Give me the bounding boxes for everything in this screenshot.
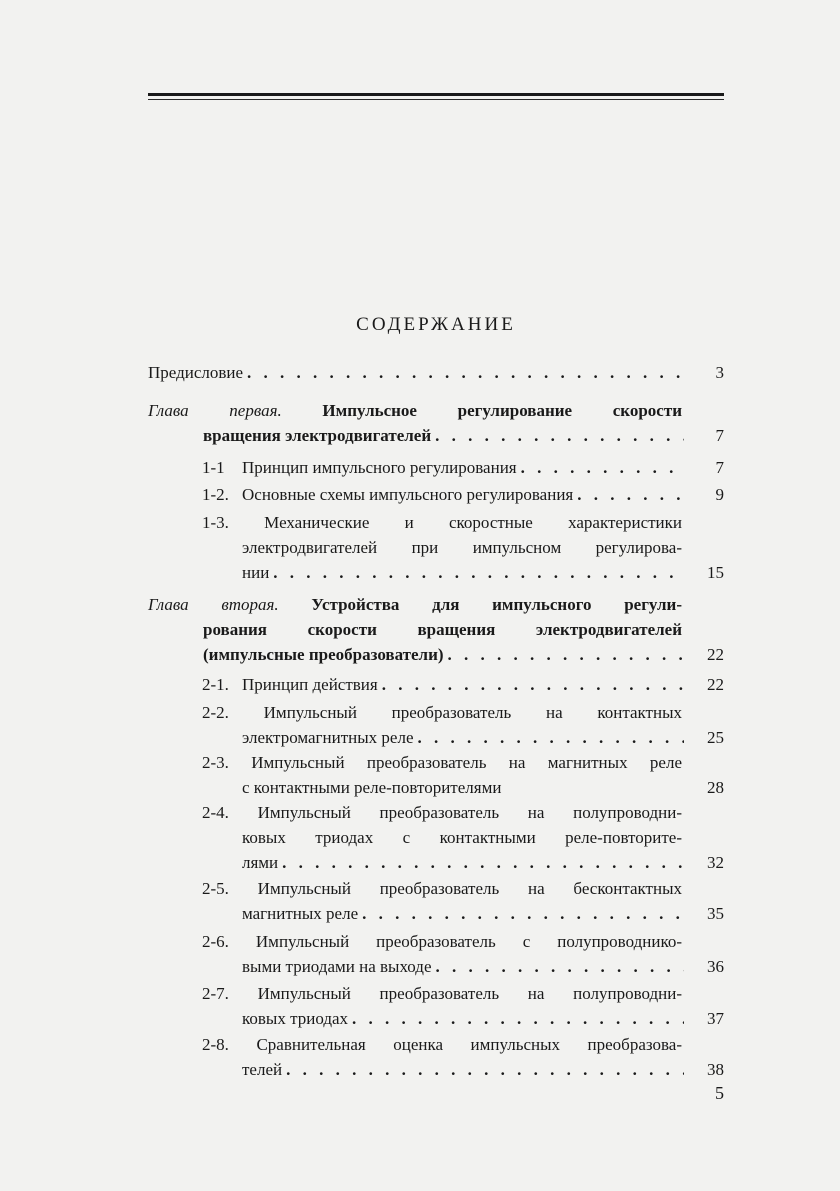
dot-leader bbox=[435, 423, 684, 448]
section-number: 2-3. bbox=[202, 753, 229, 772]
toc-entry-text: Предисловие bbox=[148, 363, 244, 382]
section-title-line: телей bbox=[242, 1060, 283, 1079]
section-title-line: ковых триодах с контактными реле-повторите- bbox=[242, 828, 682, 847]
toc-chapter-1 bbox=[148, 398, 724, 448]
toc-page-number: 25 bbox=[707, 728, 724, 747]
toc-entry-preface bbox=[148, 360, 724, 385]
dot-leader bbox=[382, 672, 684, 697]
toc-page-number: 38 bbox=[707, 1060, 724, 1079]
chapter-title-line: Устройства для импульсного регули- bbox=[311, 595, 683, 614]
section-title-line: Импульсный преобразователь на бесконтактных bbox=[257, 879, 682, 898]
section-number: 2-7. bbox=[202, 984, 229, 1003]
dot-leader bbox=[352, 1006, 684, 1031]
dot-leader bbox=[286, 1057, 684, 1082]
section-title-line: с контактными реле-повторителями bbox=[242, 778, 502, 797]
section-number: 2-6. bbox=[202, 932, 229, 951]
toc-section-2-8 bbox=[202, 1032, 724, 1082]
section-title-line: Сравнительная оценка импульсных преобразова- bbox=[256, 1035, 682, 1054]
section-number: 1-2. bbox=[202, 485, 229, 504]
dot-leader bbox=[362, 901, 684, 926]
toc-section-2-5 bbox=[202, 876, 724, 926]
toc-section-2-2 bbox=[202, 700, 724, 750]
section-title-line: Импульсный преобразователь с полупроводнико- bbox=[255, 932, 683, 951]
section-title-line: Импульсный преобразователь на полупроводни- bbox=[257, 984, 682, 1003]
dot-leader bbox=[448, 642, 684, 667]
section-title: Принцип импульсного регулирования bbox=[242, 458, 517, 477]
toc-page-number: 28 bbox=[707, 778, 724, 797]
toc-page-number: 37 bbox=[707, 1009, 724, 1028]
dot-leader bbox=[577, 482, 684, 507]
toc-section-1-1 bbox=[202, 455, 724, 480]
section-title-line: электромагнитных реле bbox=[242, 728, 414, 747]
toc-page-number: 35 bbox=[707, 904, 724, 923]
toc-page-number: 22 bbox=[707, 645, 724, 664]
section-title-line: нии bbox=[242, 563, 270, 582]
section-title: Основные схемы импульсного регулирования bbox=[242, 485, 574, 504]
section-number: 1-3. bbox=[202, 513, 229, 532]
dot-leader bbox=[418, 725, 685, 750]
page-title: СОДЕРЖАНИЕ bbox=[356, 314, 516, 335]
toc-section-1-3 bbox=[202, 510, 724, 585]
dot-leader bbox=[436, 954, 685, 979]
chapter-title-line: рования скорости вращения электродвигателей bbox=[203, 620, 682, 639]
section-title-line: Импульсный преобразователь на контактных bbox=[263, 703, 682, 722]
chapter-label: Глава первая. bbox=[148, 401, 282, 420]
dot-leader bbox=[282, 850, 684, 875]
toc-page-number: 9 bbox=[715, 485, 724, 504]
toc-section-1-2 bbox=[202, 482, 724, 507]
chapter-title-line: Импульсное регулирование скорости bbox=[322, 401, 682, 420]
section-title-line: Импульсный преобразователь на полупроводни- bbox=[257, 803, 682, 822]
section-title-line: Импульсный преобразователь на магнитных реле bbox=[251, 753, 682, 772]
toc-page-number: 32 bbox=[707, 853, 724, 872]
page-number: 5 bbox=[715, 1083, 724, 1103]
toc-section-2-3 bbox=[202, 750, 724, 800]
toc-page-number: 22 bbox=[707, 675, 724, 694]
toc-page-number: 7 bbox=[715, 458, 724, 477]
toc-page-number: 15 bbox=[707, 563, 724, 582]
section-title-line: выми триодами на выходе bbox=[242, 957, 432, 976]
section-title: Принцип действия bbox=[242, 675, 378, 694]
toc-section-2-6 bbox=[202, 929, 724, 979]
section-title-line: Механические и скоростные характеристики bbox=[264, 513, 682, 532]
section-title-line: лями bbox=[242, 853, 279, 872]
chapter-label: Глава вторая. bbox=[148, 595, 279, 614]
toc-chapter-2 bbox=[148, 592, 724, 667]
dot-leader bbox=[521, 455, 684, 480]
dot-leader bbox=[247, 360, 684, 385]
section-number: 2-1. bbox=[202, 675, 229, 694]
section-title-line: магнитных реле bbox=[242, 904, 359, 923]
chapter-title-line: вращения электродвигателей bbox=[203, 426, 432, 445]
section-number: 2-5. bbox=[202, 879, 229, 898]
header-rule-thin bbox=[148, 99, 724, 100]
section-title-line: ковых триодах bbox=[242, 1009, 349, 1028]
toc-section-2-7 bbox=[202, 981, 724, 1031]
toc-section-2-1 bbox=[202, 672, 724, 697]
toc-section-2-4 bbox=[202, 800, 724, 875]
section-number: 1-1 bbox=[202, 458, 225, 477]
header-rule-thick bbox=[148, 93, 724, 96]
section-title-line: электродвигателей при импульсном регулирова- bbox=[242, 538, 682, 557]
section-number: 2-2. bbox=[202, 703, 229, 722]
section-number: 2-8. bbox=[202, 1035, 229, 1054]
toc-page-number: 36 bbox=[707, 957, 724, 976]
section-number: 2-4. bbox=[202, 803, 229, 822]
toc-page-number: 7 bbox=[715, 426, 724, 445]
dot-leader bbox=[273, 560, 684, 585]
chapter-title-line: (импульсные преобразователи) bbox=[203, 645, 444, 664]
toc-page-number: 3 bbox=[715, 363, 724, 382]
